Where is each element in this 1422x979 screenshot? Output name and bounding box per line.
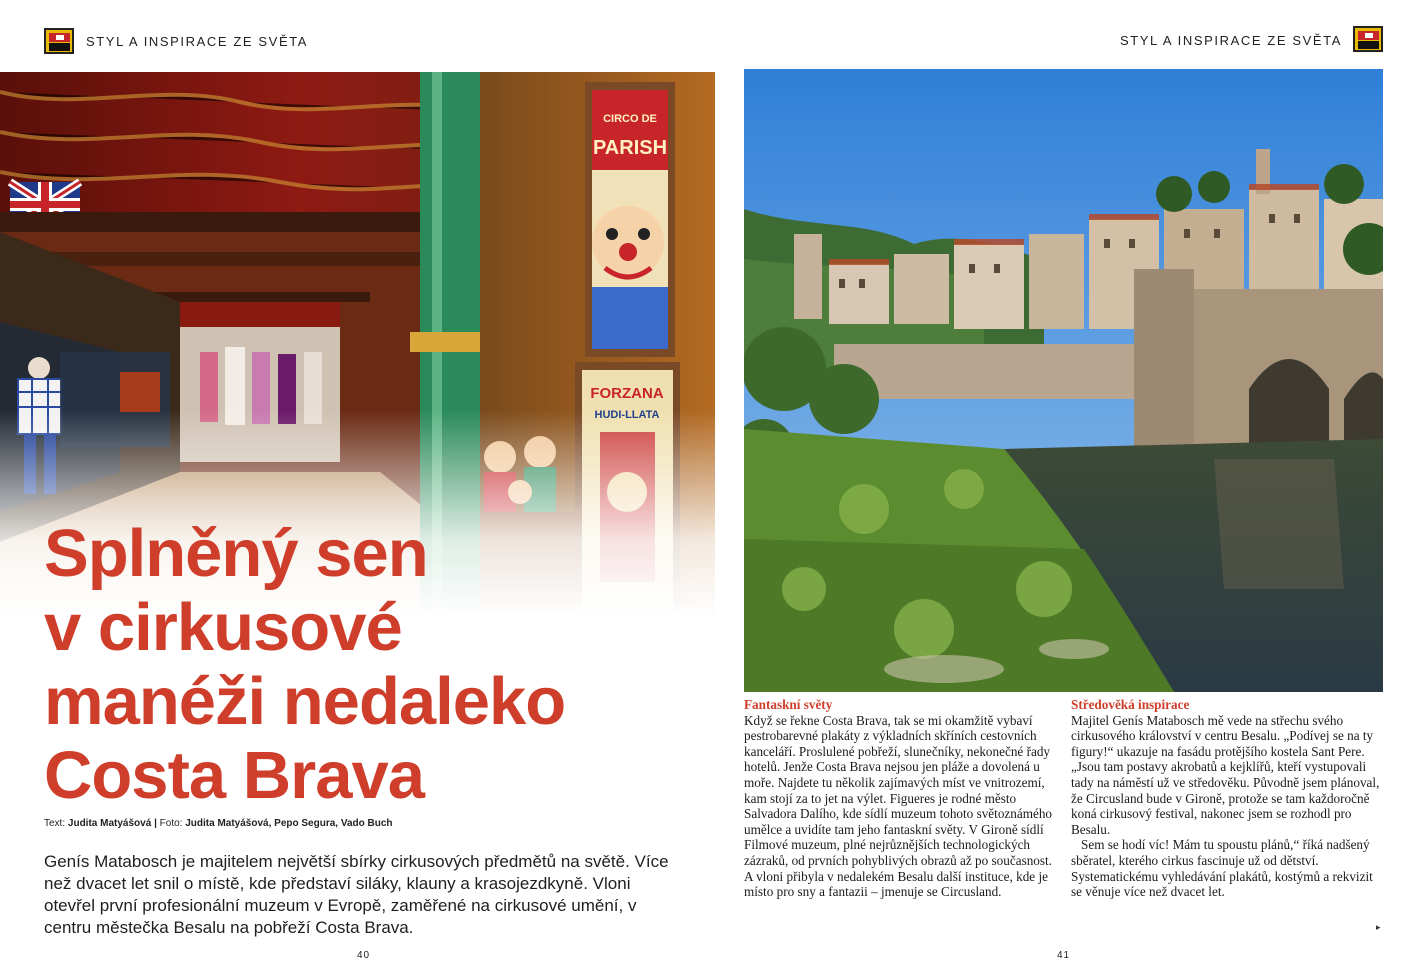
- title-line: Splněný sen: [44, 516, 428, 591]
- credit-text-author: Judita Matyášová: [67, 818, 152, 829]
- title-line: Costa Brava: [44, 738, 425, 813]
- text-column-1: [744, 697, 1056, 900]
- title-line: manéži nedaleko: [44, 664, 566, 739]
- credit-separator: |: [154, 818, 157, 829]
- page-number-right: 41: [1057, 950, 1071, 961]
- page-number-left: 40: [357, 950, 371, 961]
- besalu-town-photo: [744, 69, 1383, 692]
- column-2-body-1: Majitel Genís Matabosch mě vede na střechu svého cirkusového království v centru Besalu. „Podívej se na ty figury!“ ukazuje na fasádu protějšího kostela Sant Pere. „Jsou tam postavy akrobatů a kejklířů, kteří vystupovali tady na náměstí už ve středověku. Původně jsem plánoval, že Circusland bude v Gironě, protože se tam každoročně koná cirkusový festival, nakonec jsem se rozhodl pro Besalu.: [1071, 712, 1380, 837]
- magazine-logo: [1353, 26, 1383, 52]
- section-label: STYL A INSPIRACE ZE SVĚTA: [86, 34, 309, 49]
- article-credits: [44, 818, 393, 829]
- credit-text-label: Text:: [44, 818, 66, 829]
- column-2-body-2: Sem se hodí víc! Mám tu spoustu plánů,“ říká nadšený sběratel, kterého cirkus fascinuje už od dětství. Systematickému vyhledávání plakátů, kostýmů a rekvizit se věnuje více než dvacet let.: [1071, 837, 1373, 900]
- credit-photo-authors: Judita Matyášová, Pepo Segura, Vado Buch: [185, 818, 393, 829]
- article-lead: Genís Matabosch je majitelem největší sbírky cirkusových předmětů na světě. Více než dvacet let snil o místě, kde představí siláky, klauny a krasojezdkyně. Vloni otevřel první profesionální muzeum v Evropě, zaměřené na cirkusové umění, v centru městečka Besalu na pobřeží Costa Brava.: [44, 852, 669, 937]
- continue-arrow-icon: ▸: [1376, 922, 1381, 932]
- article-title: [44, 517, 704, 813]
- magazine-logo: [44, 28, 74, 54]
- text-column-2: [1071, 697, 1383, 900]
- column-1-heading: Fantaskní světy: [744, 697, 833, 712]
- title-line: v cirkusové: [44, 590, 402, 665]
- column-2-heading: Středověká inspirace: [1071, 697, 1190, 712]
- section-label: STYL A INSPIRACE ZE SVĚTA: [1119, 33, 1342, 48]
- credit-photo-label: Foto:: [159, 818, 183, 829]
- column-1-body: Když se řekne Costa Brava, tak se mi okamžitě vybaví pestrobarevné plakáty z výkladních skříních cestovních kanceláří. Proslulené pobřeží, slunečníky, nekonečné řady hotelů. Jenže Costa Brava nejsou jen pláže a dovolená u moře. Najdete tu několik zajímavých míst ve vnitrozemí, kam stojí za to jet na výlet. Figueres je rodné město Salvadora Dalího, kde sídlí muzeum tohoto světoznámého umělce a uvidíte tam jeho fantaskní světy. V Gironě sídlí Filmové muzeum, plné nejrůznějších technologických zázraků, od prvních pohyblivých obrazů až po současnost. A vloni přibyla v nedalekém Besalu další instituce, kde je místo pro sny a fantazii – jmenuje se Circusland.: [744, 712, 1053, 900]
